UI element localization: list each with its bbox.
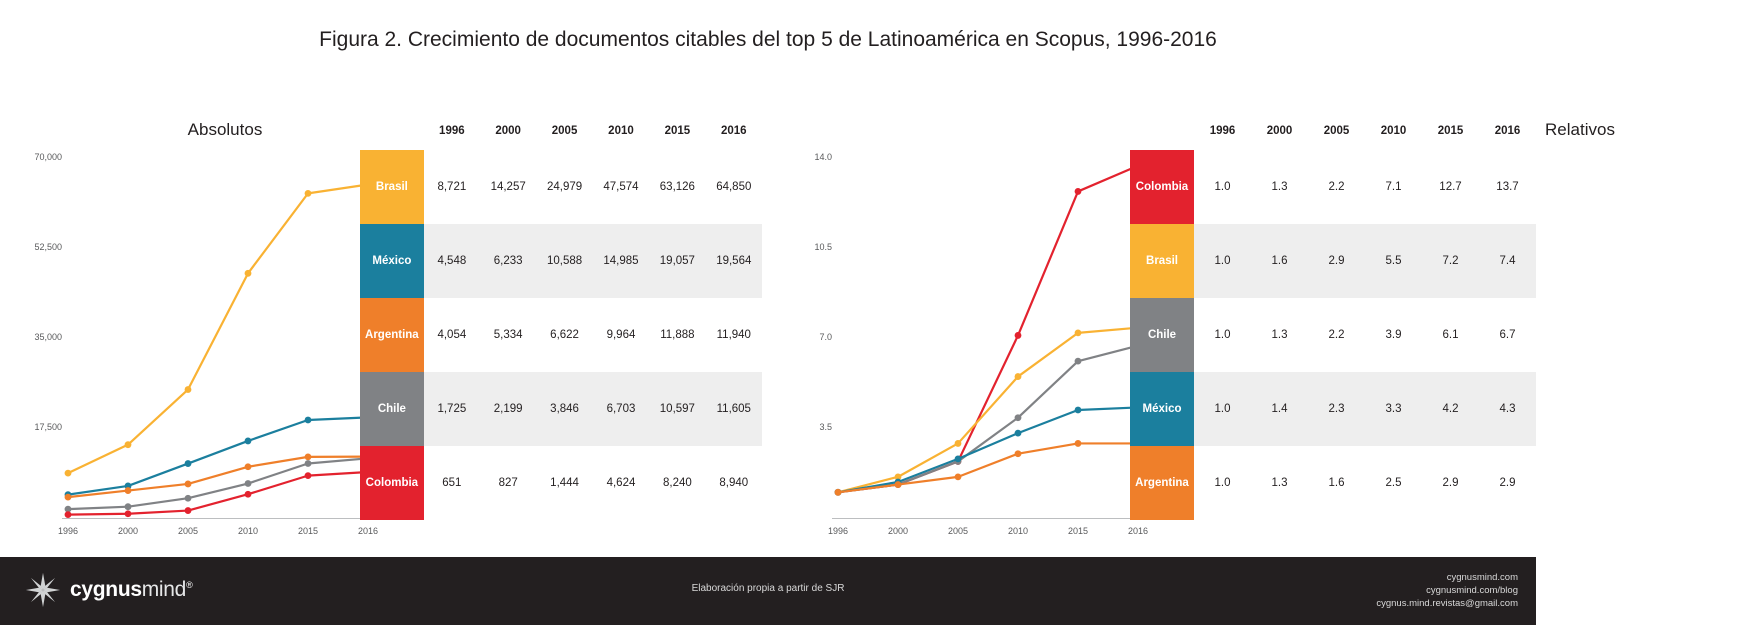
series-point <box>305 190 312 197</box>
page-title: Figura 2. Crecimiento de documentos citables del top 5 de Latinoamérica en Scopus, 1996-2016 <box>319 28 1217 51</box>
table-cell: 3,846 <box>536 372 592 446</box>
series-point <box>1015 430 1022 437</box>
series-point <box>185 386 192 393</box>
series-point <box>305 460 312 467</box>
table-cell: 2.2 <box>1328 181 1345 193</box>
table-cell: 4,624 <box>606 477 636 489</box>
table-row <box>1130 224 1536 298</box>
table-row <box>360 150 762 224</box>
table-cell: 1.3 <box>1271 477 1288 489</box>
table-cell: 1.6 <box>1328 477 1345 489</box>
table-cell: 5,334 <box>493 329 523 341</box>
table-cell: 24,979 <box>546 181 583 193</box>
table-cell: 5.5 <box>1365 224 1422 298</box>
table-row <box>1130 298 1536 372</box>
series-line <box>838 407 1138 492</box>
table-cell: 2,199 <box>480 372 536 446</box>
series-point <box>1075 440 1082 447</box>
series-point <box>305 417 312 424</box>
series-point <box>245 270 252 277</box>
table-cell: 8,940 <box>719 477 749 489</box>
table-row <box>360 446 762 520</box>
series-point <box>1015 332 1022 339</box>
brand-mark: ® <box>186 580 193 590</box>
series-layer <box>770 148 1158 540</box>
table-column-header: 2016 <box>720 125 747 137</box>
table-absolutos <box>360 120 762 520</box>
y-axis-tick-label: 14.0 <box>814 152 832 162</box>
table-cell: 6,622 <box>550 329 579 341</box>
table-cell: 63,126 <box>659 181 695 193</box>
footer-links <box>1376 571 1518 610</box>
table-row-label: México <box>360 224 424 298</box>
brand-bold: cygnus <box>70 578 142 601</box>
series-point <box>305 472 312 479</box>
series-point <box>125 510 132 517</box>
table-cell: 4.2 <box>1422 372 1479 446</box>
table-cell: 3.9 <box>1385 329 1402 341</box>
table-cell: 7.4 <box>1479 224 1536 298</box>
table-row <box>1130 446 1536 520</box>
table-cell: 6.1 <box>1442 329 1459 341</box>
series-point <box>955 473 962 480</box>
table-cell: 1.4 <box>1251 372 1308 446</box>
series-point <box>835 489 842 496</box>
table-cell: 10,597 <box>649 372 705 446</box>
table-row-label: Brasil <box>360 150 424 224</box>
table-cell: 1.3 <box>1271 181 1288 193</box>
series-line <box>68 184 368 473</box>
y-axis-tick-label: 3.5 <box>819 422 832 432</box>
y-axis-tick-label: 7.0 <box>819 332 832 342</box>
series-point <box>1075 358 1082 365</box>
series-layer <box>0 148 388 540</box>
table-column-header: 2000 <box>495 125 521 137</box>
table-row <box>360 298 762 372</box>
table-cell: 4.3 <box>1479 372 1536 446</box>
y-axis-tick-label: 10.5 <box>814 242 832 252</box>
series-point <box>65 470 72 477</box>
y-axis-tick-label: 35,000 <box>34 332 62 342</box>
x-axis-tick-label: 2010 <box>237 526 259 536</box>
table-relativos <box>1130 120 1536 520</box>
series-point <box>245 463 252 470</box>
series-point <box>65 494 72 501</box>
series-point <box>65 511 72 518</box>
table-cell: 9,964 <box>606 329 636 341</box>
table-cell: 11,940 <box>716 329 751 341</box>
footer-link-email[interactable]: cygnus.mind.revistas@gmail.com <box>1376 598 1518 609</box>
series-point <box>1075 407 1082 414</box>
table-cell: 19,564 <box>706 224 762 298</box>
table-cell: 2.9 <box>1442 477 1459 489</box>
series-point <box>245 480 252 487</box>
table-row <box>1130 150 1536 224</box>
table-cell: 6,703 <box>593 372 649 446</box>
table-cell: 3.3 <box>1365 372 1422 446</box>
x-axis-tick-label: 2010 <box>1007 526 1029 536</box>
x-axis-tick-label: 2000 <box>117 526 139 536</box>
table-cell: 14,985 <box>593 224 649 298</box>
x-axis-tick-label: 2000 <box>887 526 909 536</box>
table-cell: 2.5 <box>1385 477 1402 489</box>
table-column-header: 2015 <box>1437 125 1464 137</box>
y-axis-tick-label: 17,500 <box>34 422 62 432</box>
y-axis-tick-label: 52,500 <box>34 242 62 252</box>
table-row-label: Argentina <box>1130 446 1194 520</box>
series-line <box>838 346 1138 493</box>
table-row <box>360 224 762 298</box>
x-axis-tick-label: 2015 <box>297 526 319 536</box>
series-point <box>1015 450 1022 457</box>
series-point <box>125 441 132 448</box>
x-axis-tick-label: 2005 <box>947 526 969 536</box>
table-row <box>1130 372 1536 446</box>
table-column-header: 2010 <box>1380 125 1407 137</box>
chart-absolutos <box>0 148 379 540</box>
footer-link-blog[interactable]: cygnusmind.com/blog <box>1426 585 1518 596</box>
table-row <box>360 372 762 446</box>
table-cell: 1,444 <box>550 477 579 489</box>
footer-source: Elaboración propia a partir de SJR <box>691 583 845 594</box>
table-corner-cell <box>1130 120 1194 150</box>
series-point <box>245 438 252 445</box>
brand-light: mind <box>141 578 187 601</box>
series-point <box>895 481 902 488</box>
table-cell: 12.7 <box>1439 181 1462 193</box>
table-column-header: 2016 <box>1494 125 1521 137</box>
table-cell: 1.0 <box>1214 477 1231 489</box>
table-cell: 10,588 <box>536 224 592 298</box>
table-row-label: Brasil <box>1130 224 1194 298</box>
footer-bar <box>0 557 1536 625</box>
table-cell: 651 <box>442 477 462 489</box>
table-cell: 13.7 <box>1496 181 1519 193</box>
table-cell: 827 <box>498 477 518 489</box>
series-point <box>1075 188 1082 195</box>
x-axis-tick-label: 2005 <box>177 526 199 536</box>
y-axis-tick-label: 70,000 <box>34 152 62 162</box>
table-row-label: Chile <box>1130 298 1194 372</box>
footer-link-site[interactable]: cygnusmind.com <box>1446 572 1518 583</box>
table-column-header: 2000 <box>1266 125 1293 137</box>
table-cell: 4,548 <box>424 224 480 298</box>
table-cell: 14,257 <box>490 181 526 193</box>
chart-relativos <box>770 148 1149 540</box>
panel-title-absolutos: Absolutos <box>187 120 263 139</box>
table-row-label: México <box>1130 372 1194 446</box>
table-cell: 1.0 <box>1214 181 1231 193</box>
table-column-header: 2010 <box>608 125 634 137</box>
table-cell: 7.2 <box>1422 224 1479 298</box>
table-cell: 7.1 <box>1385 181 1402 193</box>
x-axis-tick-label: 2015 <box>1067 526 1089 536</box>
table-cell: 4,054 <box>437 329 467 341</box>
table-cell: 47,574 <box>603 181 639 193</box>
table-cell: 2.9 <box>1499 477 1516 489</box>
series-point <box>185 481 192 488</box>
table-column-header: 2005 <box>551 125 578 137</box>
x-axis-tick-label: 1996 <box>827 526 849 536</box>
table-cell: 64,850 <box>716 181 752 193</box>
series-point <box>185 460 192 467</box>
table-cell: 1.0 <box>1194 224 1251 298</box>
table-cell: 11,605 <box>706 372 762 446</box>
series-point <box>125 487 132 494</box>
table-column-header: 1996 <box>1209 125 1236 137</box>
table-cell: 6,233 <box>480 224 536 298</box>
table-column-header: 2005 <box>1323 125 1350 137</box>
table-column-header: 2015 <box>664 125 691 137</box>
series-point <box>185 507 192 514</box>
table-cell: 8,721 <box>437 181 467 193</box>
table-cell: 2.2 <box>1328 329 1345 341</box>
series-point <box>1015 414 1022 421</box>
x-axis-tick-label: 2016 <box>357 526 379 536</box>
table-row-label: Colombia <box>1130 150 1194 224</box>
table-cell: 11,888 <box>660 329 695 341</box>
table-row-label: Chile <box>360 372 424 446</box>
series-point <box>1075 329 1082 336</box>
table-cell: 1.3 <box>1271 329 1288 341</box>
table-cell: 8,240 <box>662 477 692 489</box>
x-axis-tick-label: 2016 <box>1127 526 1149 536</box>
series-point <box>1015 373 1022 380</box>
series-point <box>245 491 252 498</box>
table-cell: 2.9 <box>1308 224 1365 298</box>
table-corner-cell <box>360 120 424 150</box>
series-point <box>305 453 312 460</box>
table-cell: 19,057 <box>649 224 705 298</box>
series-point <box>125 503 132 510</box>
table-row-label: Colombia <box>360 446 424 520</box>
table-cell: 1.0 <box>1194 372 1251 446</box>
series-point <box>955 440 962 447</box>
series-point <box>185 495 192 502</box>
table-cell: 2.3 <box>1308 372 1365 446</box>
x-axis-tick-label: 1996 <box>57 526 79 536</box>
table-cell: 1.6 <box>1251 224 1308 298</box>
table-cell: 6.7 <box>1499 329 1516 341</box>
series-point <box>955 455 962 462</box>
table-cell: 1,725 <box>424 372 480 446</box>
panel-title-relativos: Relativos <box>1545 120 1615 139</box>
table-cell: 1.0 <box>1214 329 1231 341</box>
table-column-header: 1996 <box>439 125 465 137</box>
table-row-label: Argentina <box>360 298 424 372</box>
